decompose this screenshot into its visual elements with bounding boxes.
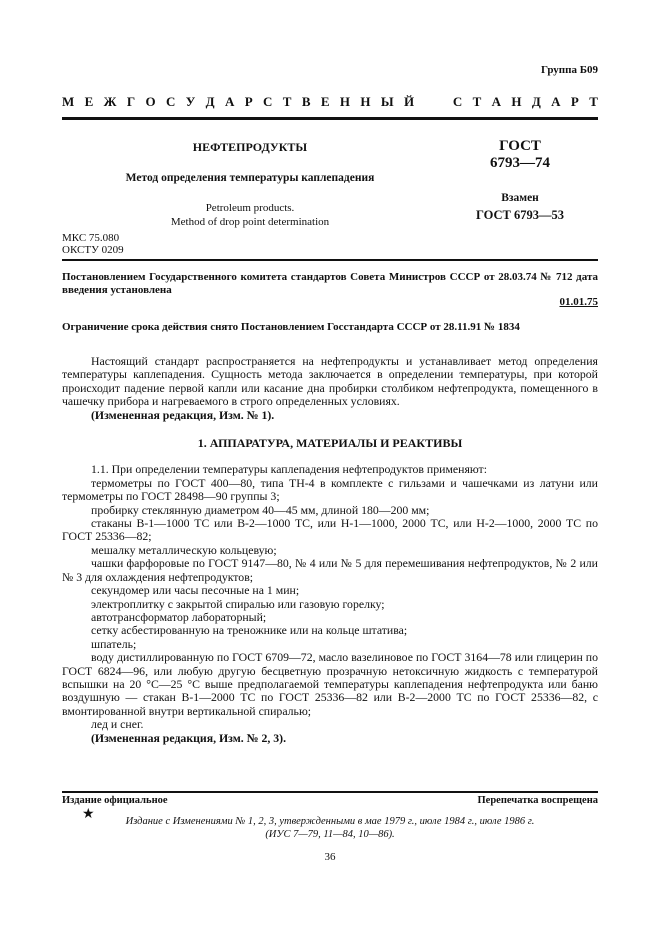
banner-letter: Т <box>589 94 598 109</box>
banner-letter: У <box>185 94 196 109</box>
banner-letter: Е <box>84 94 94 109</box>
classification-codes <box>62 232 124 256</box>
okstu-code: ОКСТУ 0209 <box>62 244 124 256</box>
document-body <box>62 355 598 745</box>
gost-number: 6793—74 <box>490 155 550 171</box>
gost-designation-block <box>465 138 575 223</box>
page-number: 36 <box>324 851 336 863</box>
banner-letter: Т <box>282 94 292 109</box>
title-block <box>100 140 400 229</box>
banner-letter: А <box>224 94 235 109</box>
banner-letter: Д <box>205 94 215 109</box>
banner-letter: Й <box>403 94 415 109</box>
banner-letter: Р <box>570 94 579 109</box>
edition-note-line: (ИУС 7—79, 11—84, 10—86). <box>265 829 395 840</box>
banner-letter: А <box>551 94 561 109</box>
banner-letter: М <box>62 94 75 109</box>
banner-letter: А <box>491 94 501 109</box>
replaces-number: ГОСТ 6793—53 <box>475 208 564 222</box>
list-item: чашки фарфоровые по ГОСТ 9147—80, № 4 или № 5 для перемешивания нефтепродуктов, № 2 или № 3 для охлаждения нефтепродуктов; <box>62 556 598 584</box>
banner-letter: Г <box>126 94 136 109</box>
list-item: электроплитку с закрытой спиралью или газовую горелку; <box>91 596 385 611</box>
intro-paragraph: Настоящий стандарт распространяется на нефтепродукты и устанавливает метод определения температуры каплепадения. Сущность метода заключается в определении температуры, при которой происходит падение первой капли или касание дна пробирки столбиком нефтепродукта, помещенного в чашечку прибора и нагреваемого в строго определенных условиях. <box>62 354 598 409</box>
banner-letter: Ы <box>380 94 394 109</box>
reprint-prohibited-label: Перепечатка воспрещена <box>477 795 598 806</box>
edition-note <box>62 815 598 841</box>
effective-date: 01.01.75 <box>559 296 598 308</box>
banner-word-gap <box>424 94 442 110</box>
banner-letter: С <box>166 94 176 109</box>
banner-letter: С <box>452 94 463 109</box>
section-rule <box>62 259 598 261</box>
list-item: автотрансформатор лабораторный; <box>91 609 267 624</box>
list-item: мешалку металлическую кольцевую; <box>91 542 277 557</box>
banner-letter: Н <box>360 94 371 109</box>
banner-letter: Н <box>511 94 522 109</box>
clause-1-1: 1.1. При определении температуры каплепадения нефтепродуктов применяют: <box>91 462 487 477</box>
banner-letter: Ж <box>103 94 117 109</box>
mks-code: МКС 75.080 <box>62 232 120 244</box>
list-item: воду дистиллированную по ГОСТ 6709—72, масло вазелиновое по ГОСТ 3164—78 или глицерин по ГОСТ 6824—96, или любую другую бесцветную прозрачную нетоксичную жидкость с температурой вспышки на 20 °С—25 °С выше предполагаемой температуры каплепадения нефтепродукта или баню воздушную — стакан В-1—2000 ТС по ГОСТ 25336—82 или В-2—2000 ТС по ГОСТ 25336—82, с вмонтированной внутри вертикальной спиралью; <box>62 650 598 718</box>
english-title-line: Method of drop point determination <box>170 216 330 228</box>
banner-letter: С <box>263 94 273 109</box>
replaces-label: Взамен <box>501 192 539 204</box>
edition-note-line: Издание с Изменениями № 1, 2, 3, утвержденными в мае 1979 г., июле 1984 г., июле 1986 г. <box>125 816 535 827</box>
section-heading: 1. АППАРАТУРА, МАТЕРИАЛЫ И РЕАКТИВЫ <box>197 436 463 451</box>
header-rule <box>62 117 598 120</box>
amendment-note: (Измененная редакция, Изм. № 2, 3). <box>91 730 287 745</box>
footer-rule <box>62 791 598 793</box>
gost-label: ГОСТ <box>499 138 541 154</box>
document-title: НЕФТЕПРОДУКТЫ <box>192 140 308 154</box>
banner-letter: Т <box>472 94 482 109</box>
interstate-standard-banner <box>62 94 598 110</box>
banner-letter: Е <box>320 94 330 109</box>
banner-letter: Н <box>339 94 351 109</box>
list-item: пробирку стеклянную диаметром 40—45 мм, длиной 180—200 мм; <box>91 502 430 517</box>
star-icon: ★ <box>82 807 95 822</box>
group-label: Группа Б09 <box>541 64 598 76</box>
amendment-note: (Измененная редакция, Изм. № 1). <box>91 407 275 422</box>
list-item: шпатель; <box>91 636 137 651</box>
banner-letter: О <box>145 94 156 109</box>
list-item: лед и снег. <box>91 717 144 732</box>
document-subtitle: Метод определения температуры каплепадения <box>125 172 375 184</box>
banner-letter: Р <box>244 94 253 109</box>
list-item: сетку асбестированную на треножнике или на кольце штатива; <box>91 623 408 638</box>
list-item: секундомер или часы песочные на 1 мин; <box>91 583 300 598</box>
decree-text: Постановлением Государственного комитета стандартов Совета Министров СССР от 28.03.74 № 712 дата введения установлена <box>62 271 598 296</box>
official-edition-label: Издание официальное <box>62 795 168 806</box>
banner-letter: Д <box>531 94 541 109</box>
list-item: термометры по ГОСТ 400—80, типа ТН-4 в комплекте с гильзами и чашечками из латуни или термометры по ГОСТ 28498—90 группы 3; <box>62 475 598 504</box>
english-title-line: Petroleum products. <box>205 202 295 214</box>
limitation-notice: Ограничение срока действия снято Постановлением Госстандарта СССР от 28.11.91 № 1834 <box>62 321 520 333</box>
list-item: стаканы В-1—1000 ТС или В-2—1000 ТС, или Н-1—1000, 2000 ТС, или Н-2—1000, 2000 ТС по ГОСТ 25336—82; <box>62 516 598 544</box>
banner-letter: В <box>301 94 311 109</box>
english-title <box>100 201 400 229</box>
